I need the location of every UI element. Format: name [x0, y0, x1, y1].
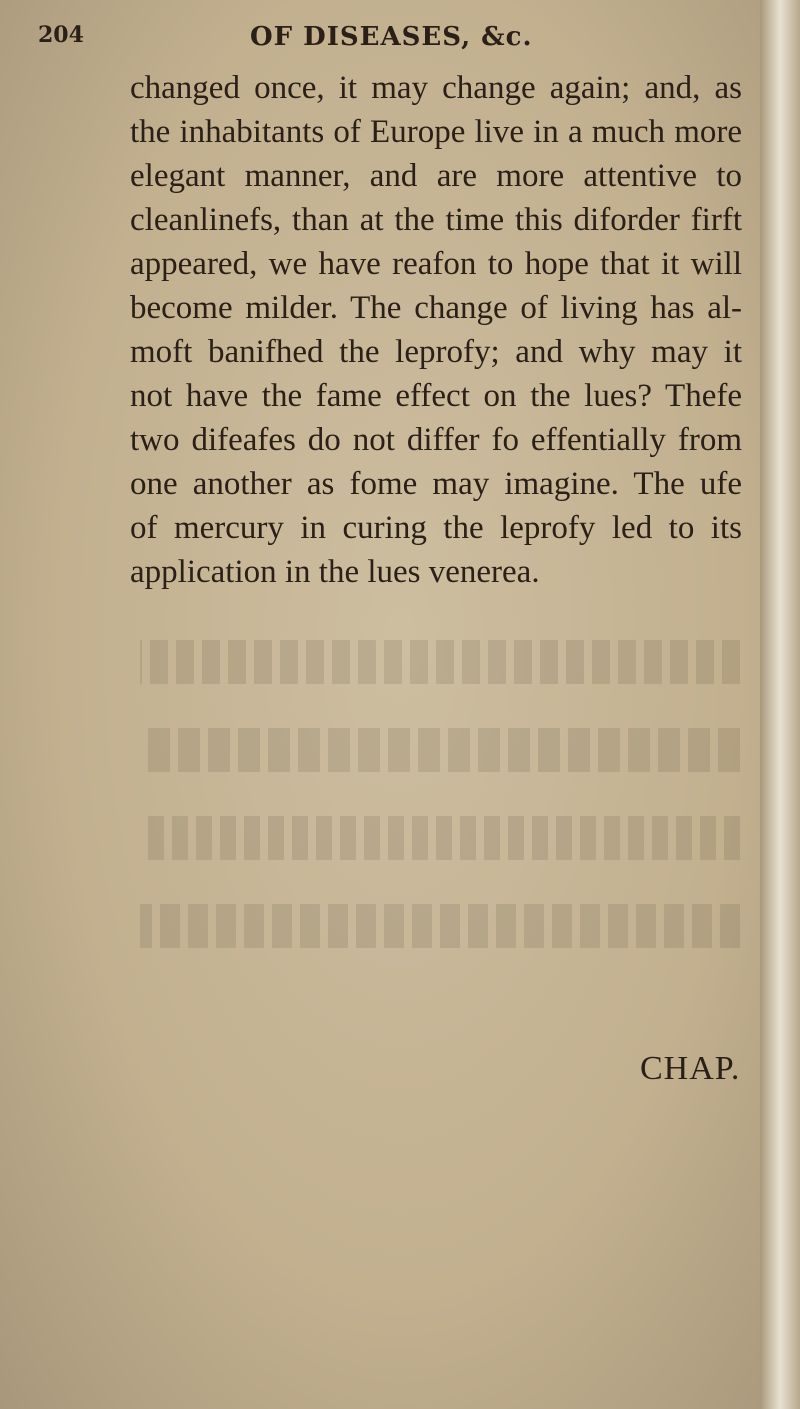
show-through-texture [140, 640, 740, 948]
body-text [130, 66, 742, 594]
text-line: application in the lues venerea. [130, 554, 540, 590]
page-edge [760, 0, 800, 1409]
text-line: of mercury in curing the leprofy led to its [130, 510, 742, 546]
catchword: CHAP. [640, 1050, 741, 1087]
text-line: elegant manner, and are more attentive to [130, 158, 742, 194]
text-line: cleanlinefs, than at the time this diforder firft [130, 202, 742, 238]
text-line: the inhabitants of Europe live in a much more [130, 114, 742, 150]
text-line: one another as fome may imagine. The ufe [130, 466, 742, 502]
text-line: two difeafes do not differ fo effentially from [130, 422, 742, 458]
text-line: appeared, we have reafon to hope that it will [130, 246, 742, 282]
running-title: OF DISEASES, &c. [250, 22, 533, 52]
page-number: 204 [38, 22, 84, 48]
text-line: changed once, it may change again; and, as [130, 70, 742, 106]
page-header [38, 22, 738, 62]
text-line: become milder. The change of living has al- [130, 290, 742, 326]
text-line: not have the fame effect on the lues? Thefe [130, 378, 742, 414]
text-line: moft banifhed the leprofy; and why may it [130, 334, 742, 370]
